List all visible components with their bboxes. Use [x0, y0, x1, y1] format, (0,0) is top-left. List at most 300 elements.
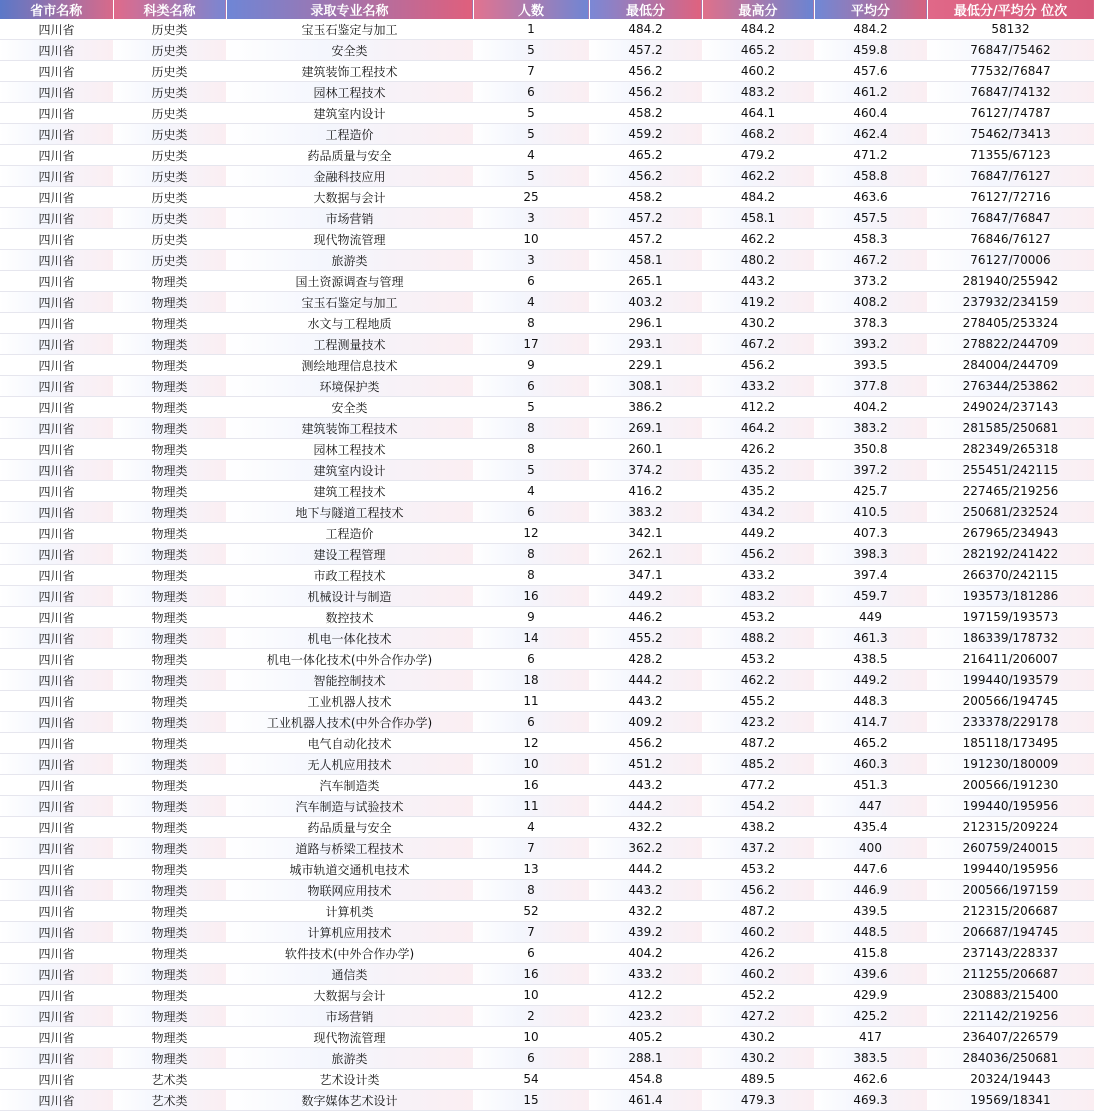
table-row: [0, 376, 1094, 397]
category-cell: 历史类: [113, 208, 226, 229]
min-score-cell: 457.2: [589, 40, 702, 61]
min-score-cell: 416.2: [589, 481, 702, 502]
category-cell: 物理类: [113, 313, 226, 334]
min-score-cell: 458.2: [589, 187, 702, 208]
avg-score-cell: 408.2: [814, 292, 927, 313]
count-cell: 1: [473, 19, 589, 40]
header-row: [0, 0, 1094, 19]
rank-cell: 266370/242115: [927, 565, 1094, 586]
count-cell: 4: [473, 145, 589, 166]
max-score-cell: 477.2: [702, 775, 814, 796]
table-row: [0, 19, 1094, 40]
major-cell: 市场营销: [226, 1006, 473, 1027]
avg-score-cell: 383.2: [814, 418, 927, 439]
min-score-cell: 457.2: [589, 208, 702, 229]
max-score-cell: 460.2: [702, 61, 814, 82]
province-cell: 四川省: [0, 439, 113, 460]
avg-score-cell: 397.4: [814, 565, 927, 586]
avg-score-cell: 350.8: [814, 439, 927, 460]
min-score-cell: 362.2: [589, 838, 702, 859]
major-cell: 市政工程技术: [226, 565, 473, 586]
category-cell: 历史类: [113, 229, 226, 250]
count-cell: 8: [473, 439, 589, 460]
category-cell: 物理类: [113, 502, 226, 523]
count-cell: 15: [473, 1090, 589, 1111]
major-cell: 机电一体化技术(中外合作办学): [226, 649, 473, 670]
count-cell: 16: [473, 586, 589, 607]
avg-score-cell: 448.3: [814, 691, 927, 712]
province-cell: 四川省: [0, 1027, 113, 1048]
min-score-cell: 265.1: [589, 271, 702, 292]
major-cell: 旅游类: [226, 1048, 473, 1069]
count-cell: 4: [473, 292, 589, 313]
major-cell: 工程测量技术: [226, 334, 473, 355]
province-cell: 四川省: [0, 1006, 113, 1027]
table-row: [0, 775, 1094, 796]
province-cell: 四川省: [0, 124, 113, 145]
count-cell: 9: [473, 355, 589, 376]
min-score-cell: 374.2: [589, 460, 702, 481]
category-cell: 历史类: [113, 103, 226, 124]
province-cell: 四川省: [0, 502, 113, 523]
major-cell: 工业机器人技术(中外合作办学): [226, 712, 473, 733]
table-row: [0, 670, 1094, 691]
rank-cell: 76127/74787: [927, 103, 1094, 124]
category-cell: 物理类: [113, 355, 226, 376]
province-cell: 四川省: [0, 145, 113, 166]
rank-cell: 186339/178732: [927, 628, 1094, 649]
max-score-cell: 456.2: [702, 355, 814, 376]
avg-score-cell: 447: [814, 796, 927, 817]
major-cell: 宝玉石鉴定与加工: [226, 292, 473, 313]
avg-score-cell: 461.3: [814, 628, 927, 649]
max-score-cell: 487.2: [702, 733, 814, 754]
rank-cell: 200566/194745: [927, 691, 1094, 712]
major-cell: 现代物流管理: [226, 1027, 473, 1048]
province-cell: 四川省: [0, 607, 113, 628]
category-cell: 物理类: [113, 544, 226, 565]
count-cell: 11: [473, 691, 589, 712]
avg-score-cell: 460.4: [814, 103, 927, 124]
max-score-cell: 464.1: [702, 103, 814, 124]
avg-score-cell: 425.7: [814, 481, 927, 502]
category-cell: 物理类: [113, 901, 226, 922]
table-row: [0, 964, 1094, 985]
table-row: [0, 1069, 1094, 1090]
province-cell: 四川省: [0, 523, 113, 544]
min-score-cell: 456.2: [589, 166, 702, 187]
rank-cell: 237143/228337: [927, 943, 1094, 964]
avg-score-cell: 414.7: [814, 712, 927, 733]
count-cell: 13: [473, 859, 589, 880]
table-header: [0, 0, 1094, 19]
header-category: 科类名称: [113, 0, 226, 19]
rank-cell: 216411/206007: [927, 649, 1094, 670]
table-row: [0, 586, 1094, 607]
header-province: 省市名称: [0, 0, 113, 19]
count-cell: 8: [473, 880, 589, 901]
table-row: [0, 481, 1094, 502]
category-cell: 物理类: [113, 817, 226, 838]
category-cell: 物理类: [113, 691, 226, 712]
min-score-cell: 444.2: [589, 670, 702, 691]
avg-score-cell: 465.2: [814, 733, 927, 754]
province-cell: 四川省: [0, 166, 113, 187]
major-cell: 工程造价: [226, 124, 473, 145]
avg-score-cell: 458.3: [814, 229, 927, 250]
major-cell: 建筑室内设计: [226, 103, 473, 124]
category-cell: 物理类: [113, 439, 226, 460]
max-score-cell: 423.2: [702, 712, 814, 733]
count-cell: 5: [473, 166, 589, 187]
max-score-cell: 484.2: [702, 19, 814, 40]
min-score-cell: 403.2: [589, 292, 702, 313]
rank-cell: 233378/229178: [927, 712, 1094, 733]
avg-score-cell: 404.2: [814, 397, 927, 418]
count-cell: 10: [473, 985, 589, 1006]
category-cell: 物理类: [113, 838, 226, 859]
category-cell: 历史类: [113, 166, 226, 187]
province-cell: 四川省: [0, 82, 113, 103]
min-score-cell: 451.2: [589, 754, 702, 775]
major-cell: 旅游类: [226, 250, 473, 271]
min-score-cell: 465.2: [589, 145, 702, 166]
category-cell: 物理类: [113, 397, 226, 418]
rank-cell: 76127/72716: [927, 187, 1094, 208]
count-cell: 6: [473, 943, 589, 964]
table-row: [0, 418, 1094, 439]
category-cell: 物理类: [113, 292, 226, 313]
table-row: [0, 166, 1094, 187]
category-cell: 物理类: [113, 796, 226, 817]
avg-score-cell: 457.5: [814, 208, 927, 229]
rank-cell: 206687/194745: [927, 922, 1094, 943]
province-cell: 四川省: [0, 901, 113, 922]
table-row: [0, 1048, 1094, 1069]
major-cell: 大数据与会计: [226, 187, 473, 208]
min-score-cell: 458.2: [589, 103, 702, 124]
min-score-cell: 293.1: [589, 334, 702, 355]
province-cell: 四川省: [0, 817, 113, 838]
province-cell: 四川省: [0, 208, 113, 229]
category-cell: 物理类: [113, 334, 226, 355]
rank-cell: 75462/73413: [927, 124, 1094, 145]
rank-cell: 278405/253324: [927, 313, 1094, 334]
count-cell: 10: [473, 229, 589, 250]
major-cell: 金融科技应用: [226, 166, 473, 187]
category-cell: 历史类: [113, 145, 226, 166]
max-score-cell: 435.2: [702, 460, 814, 481]
major-cell: 建筑装饰工程技术: [226, 418, 473, 439]
major-cell: 通信类: [226, 964, 473, 985]
min-score-cell: 458.1: [589, 250, 702, 271]
rank-cell: 199440/195956: [927, 859, 1094, 880]
header-rank: 最低分/平均分 位次: [927, 0, 1094, 19]
province-cell: 四川省: [0, 334, 113, 355]
category-cell: 历史类: [113, 82, 226, 103]
major-cell: 环境保护类: [226, 376, 473, 397]
table-row: [0, 145, 1094, 166]
table-row: [0, 229, 1094, 250]
count-cell: 6: [473, 649, 589, 670]
rank-cell: 76847/74132: [927, 82, 1094, 103]
max-score-cell: 453.2: [702, 649, 814, 670]
province-cell: 四川省: [0, 460, 113, 481]
max-score-cell: 412.2: [702, 397, 814, 418]
major-cell: 机电一体化技术: [226, 628, 473, 649]
category-cell: 物理类: [113, 880, 226, 901]
table-row: [0, 838, 1094, 859]
avg-score-cell: 449: [814, 607, 927, 628]
header-count: 人数: [473, 0, 589, 19]
max-score-cell: 452.2: [702, 985, 814, 1006]
avg-score-cell: 463.6: [814, 187, 927, 208]
count-cell: 8: [473, 313, 589, 334]
table-row: [0, 271, 1094, 292]
avg-score-cell: 471.2: [814, 145, 927, 166]
province-cell: 四川省: [0, 292, 113, 313]
max-score-cell: 456.2: [702, 544, 814, 565]
avg-score-cell: 435.4: [814, 817, 927, 838]
table-row: [0, 355, 1094, 376]
category-cell: 物理类: [113, 460, 226, 481]
province-cell: 四川省: [0, 481, 113, 502]
count-cell: 3: [473, 250, 589, 271]
major-cell: 建筑室内设计: [226, 460, 473, 481]
table-row: [0, 691, 1094, 712]
min-score-cell: 443.2: [589, 775, 702, 796]
major-cell: 城市轨道交通机电技术: [226, 859, 473, 880]
max-score-cell: 488.2: [702, 628, 814, 649]
count-cell: 6: [473, 271, 589, 292]
table-row: [0, 901, 1094, 922]
category-cell: 物理类: [113, 649, 226, 670]
min-score-cell: 288.1: [589, 1048, 702, 1069]
province-cell: 四川省: [0, 271, 113, 292]
category-cell: 历史类: [113, 61, 226, 82]
rank-cell: 211255/206687: [927, 964, 1094, 985]
province-cell: 四川省: [0, 628, 113, 649]
table-row: [0, 754, 1094, 775]
max-score-cell: 430.2: [702, 313, 814, 334]
avg-score-cell: 377.8: [814, 376, 927, 397]
count-cell: 6: [473, 82, 589, 103]
province-cell: 四川省: [0, 775, 113, 796]
major-cell: 计算机应用技术: [226, 922, 473, 943]
max-score-cell: 484.2: [702, 187, 814, 208]
min-score-cell: 444.2: [589, 796, 702, 817]
category-cell: 物理类: [113, 775, 226, 796]
rank-cell: 212315/209224: [927, 817, 1094, 838]
rank-cell: 249024/237143: [927, 397, 1094, 418]
province-cell: 四川省: [0, 796, 113, 817]
major-cell: 建设工程管理: [226, 544, 473, 565]
max-score-cell: 456.2: [702, 880, 814, 901]
category-cell: 物理类: [113, 670, 226, 691]
table-row: [0, 502, 1094, 523]
major-cell: 大数据与会计: [226, 985, 473, 1006]
major-cell: 药品质量与安全: [226, 145, 473, 166]
max-score-cell: 489.5: [702, 1069, 814, 1090]
min-score-cell: 484.2: [589, 19, 702, 40]
province-cell: 四川省: [0, 565, 113, 586]
rank-cell: 212315/206687: [927, 901, 1094, 922]
avg-score-cell: 457.6: [814, 61, 927, 82]
province-cell: 四川省: [0, 1069, 113, 1090]
max-score-cell: 435.2: [702, 481, 814, 502]
category-cell: 物理类: [113, 964, 226, 985]
max-score-cell: 462.2: [702, 166, 814, 187]
rank-cell: 197159/193573: [927, 607, 1094, 628]
count-cell: 10: [473, 1027, 589, 1048]
province-cell: 四川省: [0, 733, 113, 754]
province-cell: 四川省: [0, 712, 113, 733]
count-cell: 52: [473, 901, 589, 922]
max-score-cell: 480.2: [702, 250, 814, 271]
avg-score-cell: 393.5: [814, 355, 927, 376]
count-cell: 7: [473, 61, 589, 82]
major-cell: 道路与桥梁工程技术: [226, 838, 473, 859]
avg-score-cell: 397.2: [814, 460, 927, 481]
table-row: [0, 544, 1094, 565]
min-score-cell: 456.2: [589, 82, 702, 103]
major-cell: 软件技术(中外合作办学): [226, 943, 473, 964]
min-score-cell: 446.2: [589, 607, 702, 628]
avg-score-cell: 462.6: [814, 1069, 927, 1090]
table-row: [0, 61, 1094, 82]
major-cell: 地下与隧道工程技术: [226, 502, 473, 523]
avg-score-cell: 459.7: [814, 586, 927, 607]
category-cell: 物理类: [113, 733, 226, 754]
avg-score-cell: 446.9: [814, 880, 927, 901]
min-score-cell: 443.2: [589, 691, 702, 712]
max-score-cell: 479.3: [702, 1090, 814, 1111]
rank-cell: 278822/244709: [927, 334, 1094, 355]
rank-cell: 77532/76847: [927, 61, 1094, 82]
max-score-cell: 483.2: [702, 82, 814, 103]
min-score-cell: 454.8: [589, 1069, 702, 1090]
avg-score-cell: 439.5: [814, 901, 927, 922]
min-score-cell: 449.2: [589, 586, 702, 607]
major-cell: 建筑装饰工程技术: [226, 61, 473, 82]
major-cell: 物联网应用技术: [226, 880, 473, 901]
count-cell: 12: [473, 523, 589, 544]
province-cell: 四川省: [0, 586, 113, 607]
major-cell: 测绘地理信息技术: [226, 355, 473, 376]
table-row: [0, 208, 1094, 229]
rank-cell: 267965/234943: [927, 523, 1094, 544]
rank-cell: 191230/180009: [927, 754, 1094, 775]
category-cell: 物理类: [113, 271, 226, 292]
rank-cell: 284004/244709: [927, 355, 1094, 376]
max-score-cell: 467.2: [702, 334, 814, 355]
table-row: [0, 607, 1094, 628]
min-score-cell: 296.1: [589, 313, 702, 334]
category-cell: 物理类: [113, 523, 226, 544]
table-row: [0, 313, 1094, 334]
province-cell: 四川省: [0, 985, 113, 1006]
max-score-cell: 426.2: [702, 439, 814, 460]
category-cell: 艺术类: [113, 1090, 226, 1111]
rank-cell: 221142/219256: [927, 1006, 1094, 1027]
avg-score-cell: 400: [814, 838, 927, 859]
count-cell: 17: [473, 334, 589, 355]
major-cell: 安全类: [226, 397, 473, 418]
max-score-cell: 443.2: [702, 271, 814, 292]
count-cell: 5: [473, 40, 589, 61]
major-cell: 国土资源调查与管理: [226, 271, 473, 292]
avg-score-cell: 438.5: [814, 649, 927, 670]
count-cell: 5: [473, 103, 589, 124]
max-score-cell: 460.2: [702, 922, 814, 943]
min-score-cell: 439.2: [589, 922, 702, 943]
rank-cell: 282349/265318: [927, 439, 1094, 460]
avg-score-cell: 425.2: [814, 1006, 927, 1027]
min-score-cell: 412.2: [589, 985, 702, 1006]
province-cell: 四川省: [0, 691, 113, 712]
category-cell: 物理类: [113, 376, 226, 397]
province-cell: 四川省: [0, 922, 113, 943]
max-score-cell: 455.2: [702, 691, 814, 712]
min-score-cell: 405.2: [589, 1027, 702, 1048]
max-score-cell: 453.2: [702, 859, 814, 880]
max-score-cell: 437.2: [702, 838, 814, 859]
min-score-cell: 386.2: [589, 397, 702, 418]
max-score-cell: 453.2: [702, 607, 814, 628]
min-score-cell: 229.1: [589, 355, 702, 376]
count-cell: 6: [473, 376, 589, 397]
province-cell: 四川省: [0, 880, 113, 901]
province-cell: 四川省: [0, 859, 113, 880]
avg-score-cell: 415.8: [814, 943, 927, 964]
category-cell: 物理类: [113, 712, 226, 733]
table-row: [0, 397, 1094, 418]
major-cell: 园林工程技术: [226, 82, 473, 103]
min-score-cell: 428.2: [589, 649, 702, 670]
table-row: [0, 250, 1094, 271]
category-cell: 物理类: [113, 481, 226, 502]
avg-score-cell: 410.5: [814, 502, 927, 523]
major-cell: 汽车制造与试验技术: [226, 796, 473, 817]
major-cell: 工程造价: [226, 523, 473, 544]
table-row: [0, 1090, 1094, 1111]
province-cell: 四川省: [0, 61, 113, 82]
count-cell: 10: [473, 754, 589, 775]
province-cell: 四川省: [0, 649, 113, 670]
major-cell: 工业机器人技术: [226, 691, 473, 712]
avg-score-cell: 417: [814, 1027, 927, 1048]
table-row: [0, 796, 1094, 817]
table-row: [0, 649, 1094, 670]
category-cell: 物理类: [113, 1048, 226, 1069]
major-cell: 无人机应用技术: [226, 754, 473, 775]
table-row: [0, 817, 1094, 838]
count-cell: 6: [473, 1048, 589, 1069]
table-row: [0, 292, 1094, 313]
count-cell: 54: [473, 1069, 589, 1090]
province-cell: 四川省: [0, 313, 113, 334]
rank-cell: 281585/250681: [927, 418, 1094, 439]
category-cell: 历史类: [113, 250, 226, 271]
max-score-cell: 449.2: [702, 523, 814, 544]
table-row: [0, 733, 1094, 754]
min-score-cell: 457.2: [589, 229, 702, 250]
rank-cell: 230883/215400: [927, 985, 1094, 1006]
max-score-cell: 427.2: [702, 1006, 814, 1027]
min-score-cell: 262.1: [589, 544, 702, 565]
table-row: [0, 922, 1094, 943]
rank-cell: 193573/181286: [927, 586, 1094, 607]
